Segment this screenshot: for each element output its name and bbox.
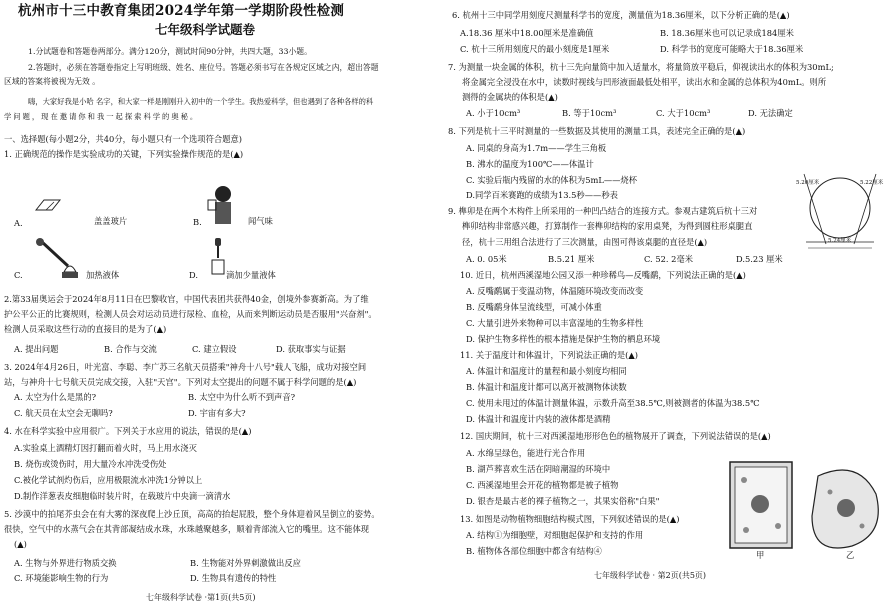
q11-option-c: C. 使用未甩过的体温计测量体温，示数升高至38.5℃,则被测者的体温为38.5℃ [466,398,760,408]
q10-option-c: C. 大量引进外来物种可以丰富湿地的生物多样性 [466,318,644,328]
q12-option-c: C. 西溪湿地里会开花的植物都是被子植物 [466,480,619,490]
q6-option-a: A.18.36 厘米中18.00厘米是准确值 [460,28,594,38]
q1-d-letter: D. [189,270,198,280]
q5-line-2: 很快，空气中的水蒸气会在其背部凝结成水珠，水珠越聚越多，顺着背部流入它的嘴里。这不能体现 [4,524,370,534]
note-1: 1.分试题卷和答题卷两部分。满分120分，测试时间90分钟，共四大题，33小题。 [28,47,312,56]
q5-option-b: B. 生物能对外界刺激做出反应 [190,558,301,568]
q9-option-c: C. 52. 2毫米 [644,254,694,264]
q2-line-3: 检测人员采取这些行动的直接目的是为了(▲) [4,324,167,334]
page-left [0,0,440,608]
q10-option-d: D. 保护生物多样性的根本措施是保护生物的栖息环境 [466,334,661,344]
figure-label-524: 5.24厘米 [828,238,852,244]
exam-subtitle: 七年级科学试题卷 [155,22,256,37]
q11-option-b: B. 体温计和温度计都可以离开被测物体读数 [466,382,627,392]
q11-option-d: D. 体温计和温度计内装的液体都是酒精 [466,414,611,424]
q5-option-a: A. 生物与外界进行物质交换 [14,558,117,568]
section-1-heading: 一、选择题(每小题2分，共40分，每小题只有一个选项符合题意) [4,134,243,144]
q5-line-3: (▲) [14,539,27,549]
q7-option-c: C. 大于10cm³ [656,108,711,118]
q13-stem: 13. 如图是动物植物细胞结构模式图，下列叙述错误的是(▲) [460,514,680,524]
q1-d-text: 滴加少量液体 [226,270,276,280]
q4-stem: 4. 水在科学实验中应用很广。下列关于水应用的说法，错误的是(▲) [4,426,252,436]
q8-option-b: B. 沸水的温度为100℃——体温计 [466,159,594,169]
q4-option-d: D.制作洋葱表皮细胞临时装片时，在载玻片中央滴一滴清水 [14,491,231,501]
q12-option-a: A. 水绵呈绿色，能进行光合作用 [466,448,586,458]
q5-line-1: 5. 沙漠中的拍尾芥虫会在有大雾的深夜爬上沙丘顶，高高的抬起屁股，整个身体迎着风呈倒立的姿势。 [4,509,380,519]
q4-option-c: C.被化学试剂灼伤后，应用极限流水冲洗1分钟以上 [14,475,203,485]
q11-stem: 11. 关于温度计和体温计，下列说法正确的是(▲) [460,350,639,360]
q6-option-c: C. 杭十三所用刻度尺的最小刻度是1厘米 [460,44,610,54]
q1-b-letter: B. [193,217,202,227]
q3-line-2: 站，与神舟十七号航天员完成交接，入驻"天宫"。下列对太空提出的问题不属于科学问题的是(▲) [4,377,357,387]
figure-label-jia: 甲 [756,550,765,560]
heating-liquid-figure [26,236,84,280]
q1-c-text: 加热液体 [86,270,120,280]
q4-option-b: B. 烧伤或烫伤时，用大量冷水冲洗受伤处 [14,459,167,469]
q7-option-a: A. 小于10cm³ [466,108,521,118]
q13-option-a: A. 结构①为细胞壁，对细胞起保护和支持的作用 [466,530,644,540]
q6-stem: 6. 杭州十三中同学用刻度尺测量科学书的宽度，测量值为18.36厘米，以下分析正确的是(▲) [452,10,790,20]
q4-option-a: A.实验桌上酒精灯因打翻而着火时，马上用水浇灭 [14,443,197,453]
q9-line-1: 9. 榫卯是在两个木构件上所采用的一种凹凸结合的连接方式。参观古建筑后杭十三对 [448,206,758,216]
q10-option-a: A. 反嘴鹬属于变温动物，体温随环境改变而改变 [466,286,644,296]
q8-option-c: C. 实验后瓶内残留的水的体积为5mL——烧杯 [466,175,638,185]
q2-option-a: A. 提出问题 [14,344,59,354]
q11-option-a: A. 体温计和温度计的量程和最小刻度均相同 [466,366,627,376]
q2-line-2: 护公平公正的比赛规则，检测人员会对运动员进行尿检、血检，从而来判断运动员是否服用"兴奋剂"。 [4,309,377,319]
q9-option-b: B.5.21 厘米 [548,254,595,264]
q7-option-d: D. 无法确定 [748,108,793,118]
q3-option-c: C. 航天员在太空会无聊吗? [14,408,113,418]
q12-option-b: B. 湖芦葬喜欢生活在阴暗潮湿的环境中 [466,464,611,474]
motto-2: 学问题，现在邀请你和我一起探索科学的奥秘。 [4,112,200,121]
q9-line-3: 径，杭十三用组合法进行了三次测量，由图可得该桌腿的直径是(▲) [462,237,708,247]
q6-option-d: D. 科学书的宽度可能略大于18.36厘米 [660,44,804,54]
q8-option-a: A. 同桌的身高为1.7m——学生三角板 [466,143,607,153]
figure-label-520: 5.20厘米 [796,180,820,186]
cell-structure-figure [722,456,882,560]
q2-option-d: D. 获取事实与证据 [276,344,346,354]
q1-a-letter: A. [14,218,23,228]
figure-label-522: 5.22厘米 [860,180,884,186]
q7-line-2: 将金属完全浸没在水中，读数时视线与凹形液面最低处相平，读出水和金属的总体积为40mL。则所 [462,77,827,87]
q1-c-letter: C. [14,270,23,280]
q3-line-1: 3. 2024年4月26日，叶光富、李聪、李广苏三名航天员搭乘"神舟十八号"载人飞船，成功对接空间 [4,362,367,372]
q1-stem: 1. 正确规范的操作是实验成功的关键，下列实验操作规范的是(▲) [4,149,244,159]
q12-option-d: D. 银杏是最古老的裸子植物之一，其果实俗称"白果" [466,496,660,506]
motto-1: 嗨，大家好我是小哈 名字，和大家一样是刚刚升入初中的一个学生。我热爱科学，但也遇到了各种各样的科 [28,97,374,106]
q7-line-3: 测得的金属块的体积是(▲) [462,92,558,102]
q6-option-b: B. 18.36厘米也可以记录成184厘米 [660,28,794,38]
q2-option-c: C. 建立假设 [192,344,237,354]
q1-a-text: 盖盖玻片 [94,216,128,226]
q10-option-b: B. 反嘴鹬身体呈流线型，可减小体重 [466,302,602,312]
q5-option-c: C. 环境能影响生物的行为 [14,573,109,583]
page-footer-2: 七年级科学试卷 · 第2页(共5页) [594,571,707,580]
q8-stem: 8. 下列是杭十三平时测量的一些数据及其使用的测量工具，表述完全正确的是(▲) [448,126,746,136]
note-2: 2.答题时，必须在答题卷指定上写明班级、姓名、座位号。答题必须书写在各规定区域之内，超出答题 [28,63,379,72]
q12-stem: 12. 国庆期间，杭十三对西溪湿地形形色色的植物展开了调查，下列说法错误的是(▲) [460,431,771,441]
q3-option-b: B. 太空中为什么听不到声音? [188,392,296,402]
smelling-figure [206,184,240,228]
note-3: 区域的答案将被视为无效 。 [4,77,101,86]
q9-option-d: D.5.23 厘米 [736,254,783,264]
cover-slip-figure [32,196,62,214]
page-right [444,0,886,608]
q7-line-1: 7. 为测量一块金属的体积，杭十三先向量筒中加入适量水，将量筒放平稳后，仰视读出水的体积为30mL; [448,62,834,72]
q3-option-a: A. 太空为什么是黑的? [14,392,97,402]
figure-label-yi: 乙 [846,550,855,560]
q5-option-d: D. 生物具有遗传的特性 [190,573,277,583]
q7-option-b: B. 等于10cm³ [562,108,617,118]
q3-option-d: D. 宇宙有多大? [188,408,246,418]
q9-line-2: 榫卯结构非常感兴趣，打算制作一套榫卯结构的家用桌凳，为得到圆柱形桌腿直 [462,221,753,231]
q13-option-b: B. 植物体各部位细胞中都含有结构④ [466,546,602,556]
page-footer-1: 七年级科学试卷 ·第1页(共5页) [146,593,256,602]
q9-option-a: A. 0. 05米 [466,254,507,264]
q2-option-b: B. 合作与交流 [104,344,157,354]
q10-stem: 10. 近日，杭州西溪湿地公园又添一种珍稀鸟—反嘴鹬，下列说法正确的是(▲) [460,270,746,280]
q2-line-1: 2.第33届奥运会于2024年8月11日在巴黎收官，中国代表团共获得40金，创境外参赛新高。为了维 [4,294,369,304]
q8-option-d: D.同学百米赛跑的成绩为13.5秒——秒表 [466,190,618,200]
q1-b-text: 闻气味 [248,216,273,226]
exam-title: 杭州市十三中教育集团2024学年第一学期阶段性检测 [18,3,345,19]
